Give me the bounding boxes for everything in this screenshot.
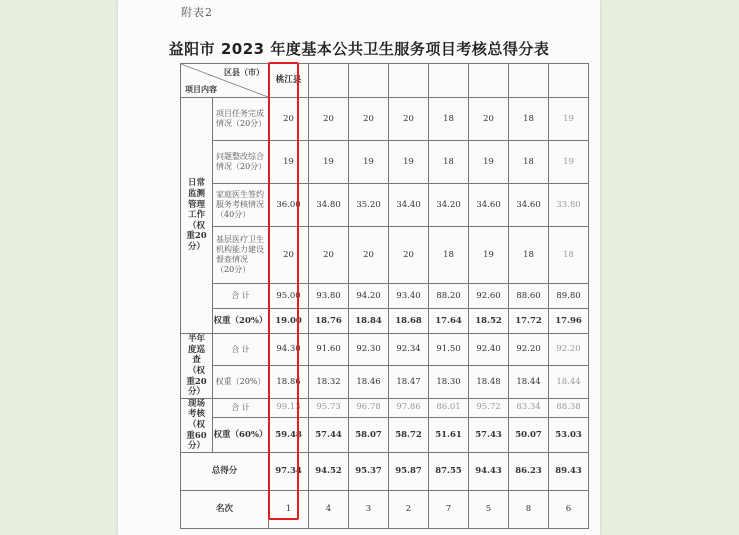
table-cell: 89.80 (549, 284, 589, 309)
table-cell: 96.78 (349, 398, 389, 417)
table-cell: 18.30 (429, 366, 469, 398)
table-cell: 92.30 (349, 334, 389, 366)
table-cell: 99.13 (269, 398, 309, 417)
subtotal-label: 合 计 (213, 398, 269, 417)
table-cell: 20 (469, 98, 509, 141)
table-cell: 86.01 (429, 398, 469, 417)
table-cell: 6 (549, 490, 589, 528)
table-cell: 17.96 (549, 309, 589, 334)
table-cell: 97.34 (269, 452, 309, 490)
table-cell: 34.60 (469, 184, 509, 227)
table-cell: 92.34 (389, 334, 429, 366)
table-cell: 18 (549, 227, 589, 284)
table-cell: 18.44 (549, 366, 589, 398)
item-label: 项目任务完成情况（20分） (213, 98, 269, 141)
table-cell: 5 (469, 490, 509, 528)
table-cell: 58.72 (389, 417, 429, 452)
table-cell: 58.07 (349, 417, 389, 452)
table-row (181, 141, 589, 184)
table-cell: 19 (549, 98, 589, 141)
table-row (181, 366, 589, 398)
table-cell: 19 (469, 227, 509, 284)
table-cell: 20 (269, 227, 309, 284)
table-cell: 20 (349, 227, 389, 284)
section-onsite-label: 现场考核（权重60分） (181, 398, 213, 452)
table-cell: 86.23 (509, 452, 549, 490)
table-cell: 20 (309, 98, 349, 141)
table-cell: 57.43 (469, 417, 509, 452)
table-cell: 95.73 (309, 398, 349, 417)
table-cell: 94.20 (349, 284, 389, 309)
table-cell: 88.38 (549, 398, 589, 417)
table-cell: 18 (429, 227, 469, 284)
table-cell: 18 (429, 141, 469, 184)
appendix-label: 附表2 (181, 6, 213, 19)
table-cell: 35.20 (349, 184, 389, 227)
table-cell: 1 (269, 490, 309, 528)
total-label: 总得分 (181, 452, 269, 490)
table-cell: 88.60 (509, 284, 549, 309)
table-cell: 34.20 (429, 184, 469, 227)
table-cell: 95.00 (269, 284, 309, 309)
table-cell: 18.44 (509, 366, 549, 398)
table-cell: 94.30 (269, 334, 309, 366)
table-cell: 18.68 (389, 309, 429, 334)
table-cell: 18 (429, 98, 469, 141)
table-row (181, 284, 589, 309)
subtotal-label: 合 计 (213, 284, 269, 309)
county-axis-label: 区县（市） (224, 67, 264, 77)
table-cell: 57.44 (309, 417, 349, 452)
corner-header-cell (181, 64, 269, 98)
table-row (181, 334, 589, 366)
table-cell: 50.07 (509, 417, 549, 452)
county-header: 桃江县 (269, 64, 309, 98)
weight-label: 权重（20%） (213, 366, 269, 398)
header-row (181, 64, 589, 98)
table-cell: 19 (469, 141, 509, 184)
county-header (469, 64, 509, 98)
weight-label: 权重（60%） (213, 417, 269, 452)
table-cell: 83.34 (509, 398, 549, 417)
table-cell: 53.03 (549, 417, 589, 452)
table-row (181, 490, 589, 528)
table-cell: 89.43 (549, 452, 589, 490)
table-cell: 18 (509, 227, 549, 284)
weight-label: 权重（20%） (213, 309, 269, 334)
table-cell: 18.76 (309, 309, 349, 334)
table-cell: 95.87 (389, 452, 429, 490)
table-cell: 19.00 (269, 309, 309, 334)
table-cell: 91.50 (429, 334, 469, 366)
table-cell: 33.80 (549, 184, 589, 227)
item-label: 家庭医生签约服务考核情况（40分） (213, 184, 269, 227)
table-cell: 8 (509, 490, 549, 528)
table-cell: 20 (389, 227, 429, 284)
document-title: 益阳市 2023 年度基本公共卫生服务项目考核总得分表 (168, 40, 550, 58)
table-cell: 18.86 (269, 366, 309, 398)
table-cell: 20 (349, 98, 389, 141)
table-row (181, 98, 589, 141)
table-row (181, 452, 589, 490)
document-page (118, 0, 600, 535)
item-label: 基层医疗卫生机构能力建设督查情况（20分） (213, 227, 269, 284)
table-cell: 92.40 (469, 334, 509, 366)
table-cell: 19 (269, 141, 309, 184)
table-cell: 94.43 (469, 452, 509, 490)
rank-label: 名次 (181, 490, 269, 528)
table-cell: 20 (309, 227, 349, 284)
item-label: 问题整改综合情况（20分） (213, 141, 269, 184)
table-cell: 19 (349, 141, 389, 184)
table-cell: 3 (349, 490, 389, 528)
table-cell: 34.40 (389, 184, 429, 227)
table-row (181, 184, 589, 227)
county-header (389, 64, 429, 98)
table-cell: 94.52 (309, 452, 349, 490)
table-row (181, 309, 589, 334)
section-half-year-label: 半年度巡查（权重20分） (181, 334, 213, 399)
table-cell: 36.00 (269, 184, 309, 227)
table-cell: 19 (309, 141, 349, 184)
table-cell: 20 (269, 98, 309, 141)
table-row (181, 417, 589, 452)
table-cell: 92.20 (549, 334, 589, 366)
item-axis-label: 项目内容 (185, 84, 217, 94)
table-cell: 88.20 (429, 284, 469, 309)
county-header (309, 64, 349, 98)
table-cell: 17.72 (509, 309, 549, 334)
table-cell: 18.52 (469, 309, 509, 334)
table-cell: 51.61 (429, 417, 469, 452)
table-cell: 4 (309, 490, 349, 528)
table-cell: 95.72 (469, 398, 509, 417)
table-cell: 20 (389, 98, 429, 141)
county-header (429, 64, 469, 98)
score-table (180, 63, 589, 529)
table-cell: 18 (509, 98, 549, 141)
table-cell: 18.47 (389, 366, 429, 398)
table-cell: 95.37 (349, 452, 389, 490)
county-header (509, 64, 549, 98)
table-cell: 93.80 (309, 284, 349, 309)
table-cell: 92.20 (509, 334, 549, 366)
table-cell: 7 (429, 490, 469, 528)
table-cell: 18.84 (349, 309, 389, 334)
table-cell: 92.60 (469, 284, 509, 309)
table-cell: 18 (509, 141, 549, 184)
table-cell: 34.60 (509, 184, 549, 227)
county-header (349, 64, 389, 98)
table-cell: 19 (549, 141, 589, 184)
table-row (181, 398, 589, 417)
table-cell: 2 (389, 490, 429, 528)
table-cell: 19 (389, 141, 429, 184)
table-cell: 93.40 (389, 284, 429, 309)
table-cell: 34.80 (309, 184, 349, 227)
table-cell: 17.64 (429, 309, 469, 334)
subtotal-label: 合 计 (213, 334, 269, 366)
table-row (181, 227, 589, 284)
table-cell: 59.48 (269, 417, 309, 452)
section-daily-label: 日常监测管理工作（权重20分） (181, 98, 213, 334)
table-cell: 18.46 (349, 366, 389, 398)
table-cell: 97.86 (389, 398, 429, 417)
table-cell: 91.60 (309, 334, 349, 366)
county-header (549, 64, 589, 98)
table-cell: 18.32 (309, 366, 349, 398)
table-cell: 18.48 (469, 366, 509, 398)
table-cell: 87.55 (429, 452, 469, 490)
